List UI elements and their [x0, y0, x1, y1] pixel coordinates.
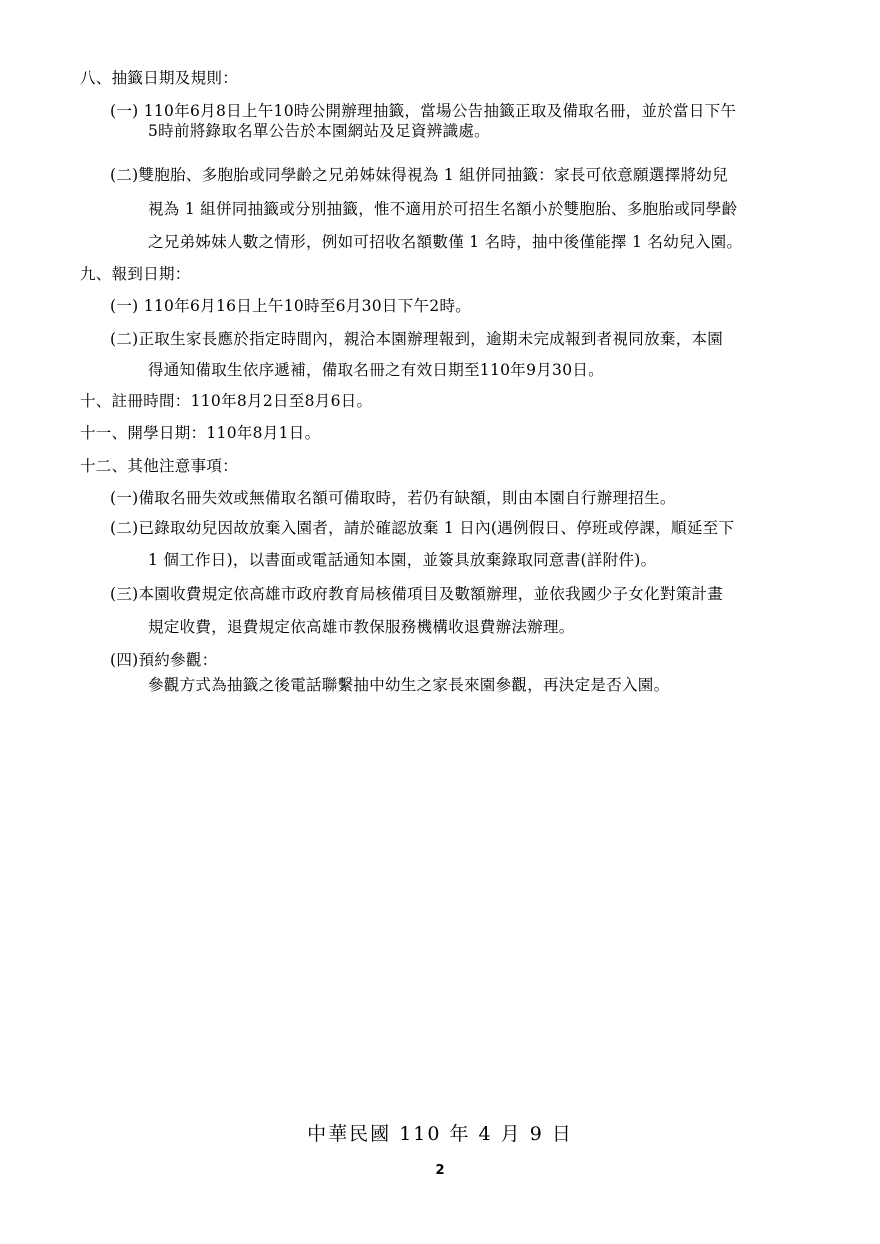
section-9-item-2-line-1: (二)正取生家長應於指定時間內，親洽本園辦理報到，逾期未完成報到者視同放棄，本園 — [110, 330, 724, 348]
section-12-item-2-line-1: (二)已錄取幼兒因故放棄入園者，請於確認放棄 1 日內(遇例假日、停班或停課，順延至下 — [110, 519, 735, 537]
section-8-heading: 八、抽籤日期及規則： — [80, 69, 239, 87]
section-12-item-4-heading: (四)預約參觀： — [110, 651, 218, 669]
page-number: 2 — [435, 1163, 445, 1178]
section-12-heading: 十二、其他注意事項： — [80, 457, 239, 475]
section-9-item-1: (一) 110年6月16日上午10時至6月30日下午2時。 — [110, 297, 472, 315]
section-9-item-2-line-2: 得通知備取生依序遞補，備取名冊之有效日期至110年9月30日。 — [148, 361, 604, 379]
section-8-item-1-line-2: 5時前將錄取名單公告於本園網站及足資辨識處。 — [148, 122, 490, 140]
section-11-heading: 十一、開學日期：110年8月1日。 — [80, 424, 321, 442]
section-12-item-1: (一)備取名冊失效或無備取名額可備取時，若仍有缺額，則由本園自行辦理招生。 — [110, 489, 676, 507]
section-8-item-2-line-2: 視為 1 組併同抽籤或分別抽籤，惟不適用於可招生名額小於雙胞胎、多胞胎或同學齡 — [148, 200, 738, 218]
document-date: 中華民國 110 年 4 月 9 日 — [307, 1123, 573, 1145]
section-8-item-2-line-1: (二)雙胞胎、多胞胎或同學齡之兄弟姊妹得視為 1 組併同抽籤：家長可依意願選擇將幼兒 — [110, 166, 728, 184]
section-8-item-2-line-3: 之兄弟姊妹人數之情形，例如可招收名額數僅 1 名時，抽中後僅能擇 1 名幼兒入園。 — [148, 233, 743, 251]
section-10-heading: 十、註冊時間：110年8月2日至8月6日。 — [80, 392, 373, 410]
section-8-item-1-line-1: (一) 110年6月8日上午10時公開辦理抽籤，當場公告抽籤正取及備取名冊，並於當日下午 — [110, 102, 737, 120]
section-9-heading: 九、報到日期： — [80, 265, 191, 283]
section-12-item-3-line-1: (三)本園收費規定依高雄市政府教育局核備項目及數額辦理，並依我國少子女化對策計畫 — [110, 585, 724, 603]
section-12-item-3-line-2: 規定收費，退費規定依高雄市教保服務機構收退費辦法辦理。 — [148, 618, 575, 636]
section-12-item-4-body: 參觀方式為抽籤之後電話聯繫抽中幼生之家長來園參觀，再決定是否入園。 — [148, 676, 670, 694]
section-12-item-2-line-2: 1 個工作日)，以書面或電話通知本園，並簽具放棄錄取同意書(詳附件)。 — [148, 551, 657, 569]
